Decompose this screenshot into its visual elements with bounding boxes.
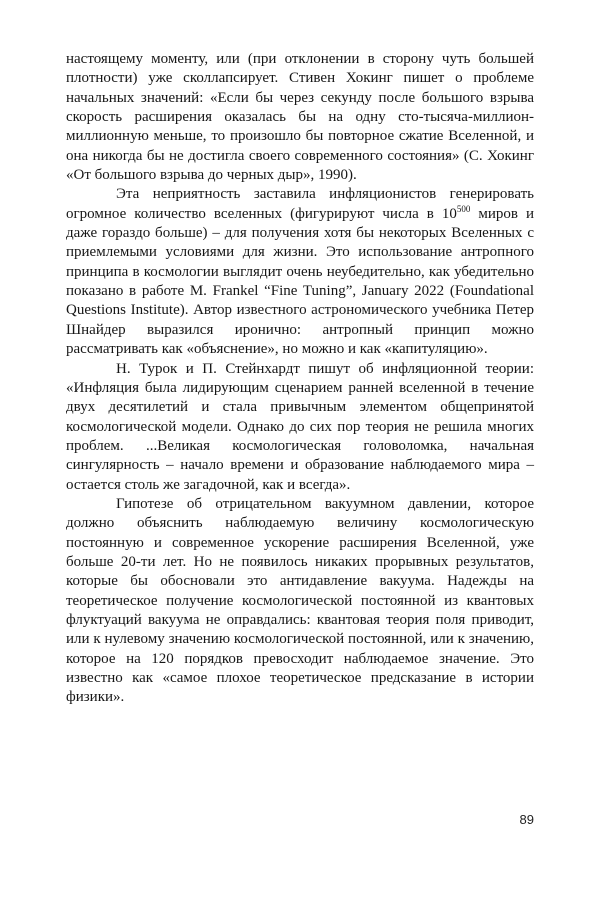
body-text: [66, 50, 534, 708]
paragraph-2-rest: миров и даже гораздо больше) – для получения хотя бы некоторых Вселенных с приемлемыми условиями для жизни. Это использование антропного принципа в космологии выглядит очень неубедительно, как убедительно показано в работе M. Frankel “Fine Tuning”, January 2022 (Foundational Questions Institute). Автор известного астрономического учебника Петер Шнайдер выразился иронично: антропный принцип можно рассматривать как «объяснение», но можно и как «капитуляцию».: [66, 205, 534, 358]
paragraph-4: Гипотезе об отрицательном вакуумном давлении, которое должно объяснить наблюдаемую величину космологическую постоянную и современное ускорение расширения Вселенной, уже больше 20-ти лет. Но не появилось никаких прорывных результатов, которые бы обосновали это антидавление вакуума. Надежды на теоретическое получение космологической постоянной из квантовых флуктуаций вакуума не оправдались: квантовая теория поля приводит, или к нулевому значению космологической постоянной, или к значению, которое на 120 порядков превосходит наблюдаемое значение. Это известно как «самое плохое теоретическое предсказание в истории физики».: [66, 495, 534, 706]
page-number: 89: [519, 812, 534, 827]
exponent: 500: [456, 203, 471, 214]
paragraph-2: [66, 185, 534, 359]
paragraph-1: настоящему моменту, или (при отклонении в сторону чуть большей плотности) уже сколлапсирует. Стивен Хокинг пишет о проблеме начальных значений: «Если бы через секунду после большого взрыва скорость расширения оказалась бы на одну сто-тысяча-миллион-миллионную меньше, то произошло бы повторное сжатие Вселенной, и она никогда бы не достигла своего современного состояния» (С. Хокинг «От большого взрыва до черных дыр», 1990).: [66, 51, 534, 184]
paragraph-2-start: Эта неприятность заставила инфляционистов генерировать огромное количество вселенных (фигурируют числа в 10: [66, 186, 534, 222]
paragraph-3: Н. Турок и П. Стейнхардт пишут об инфляционной теории: «Инфляция была лидирующим сценарием ранней вселенной в течение двух десятилетий и стала привычным элементом общепринятой космологической модели. Однако до сих пор теория не решила многих проблем. ...Великая космологическая головоломка, начальная сингулярность – начало времени и образование наблюдаемого мира – остается столь же загадочной, как и всегда».: [66, 360, 534, 493]
